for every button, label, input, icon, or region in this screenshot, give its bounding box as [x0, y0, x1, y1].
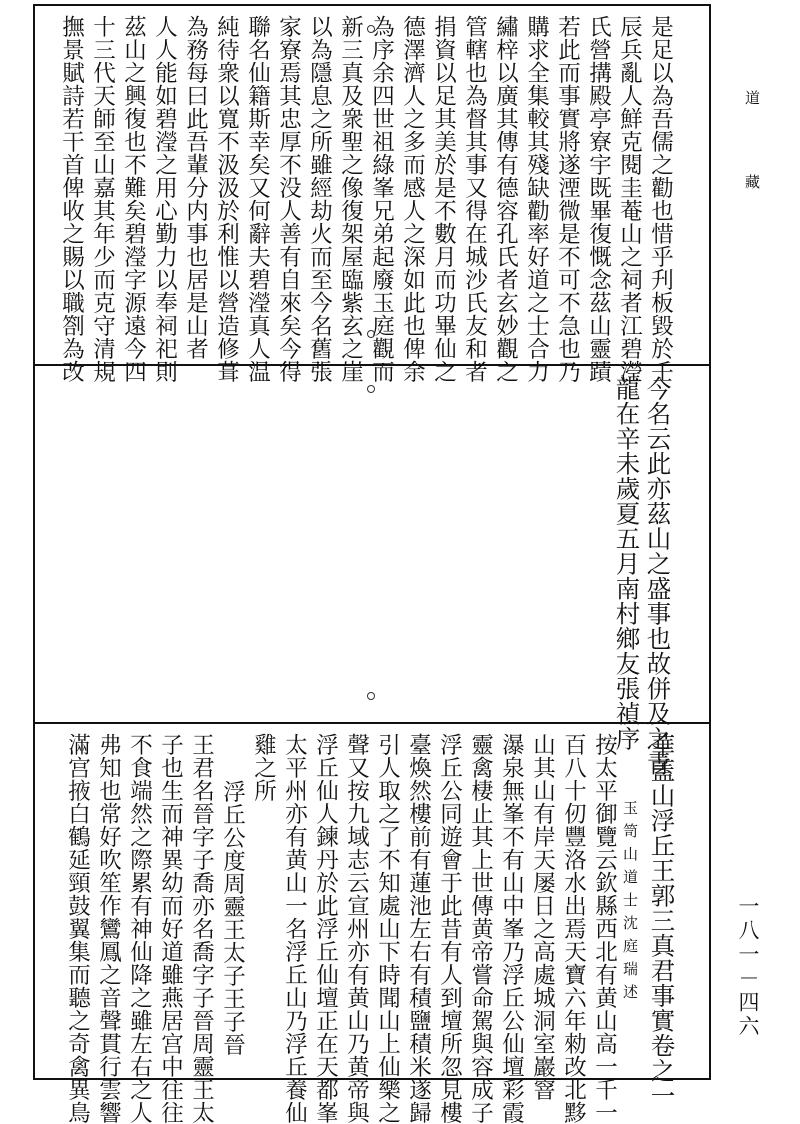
text-column: 引人取之了不知處山下時聞山上仙樂之: [374, 733, 401, 1124]
text-column: 撫景賦詩若干首俾收之賜以職劄為改: [58, 15, 85, 383]
text-column: 子也生而神異幼而好道雖燕居宫中往往: [157, 733, 184, 1124]
text-column: 聲又按九域志云宣州亦有黄山乃黄帝與: [343, 733, 370, 1124]
text-column: 太平州亦有黄山一名浮丘山乃浮丘養仙: [281, 733, 308, 1124]
text-column: 浮丘仙人鍊丹於此浮丘仙壇正在天都峯: [312, 733, 339, 1124]
section-subtitle: 浮丘公度周靈王太子王子晉: [219, 780, 246, 1056]
text-column: 王君名晉字子喬亦名喬字子晉周靈王太: [188, 733, 215, 1124]
text-column: 聯名仙籍斯幸矣又何辭夫碧瀅真人温: [244, 15, 271, 383]
text-column: 為務每曰此吾輩分内事也居是山者: [182, 15, 209, 360]
margin-page-number: 一八一－四六: [736, 895, 760, 1039]
margin-collection-name-b: 藏: [743, 174, 761, 189]
author-line: 玉笥山道士沈庭瑞述: [621, 800, 639, 1007]
text-column: 今名云此亦茲山之盛事也故併及之青: [643, 376, 673, 776]
text-column: 十三代天師至山嘉其年少而克守清規: [89, 15, 116, 383]
text-column: 繡梓以廣其傳有德容孔氏者玄妙觀之: [492, 15, 519, 383]
text-column: 浮丘公同遊會于此昔有人到壇所忽見樓: [436, 733, 463, 1124]
text-column: 滿宫掖白鶴延頸鼓翼集而聽之奇禽異鳥: [64, 733, 91, 1124]
text-column: 購求全集較其殘缺勸率好道之士合力: [523, 15, 550, 383]
text-column: 茲山之興復也不難矣碧瀅字源遠今四: [120, 15, 147, 383]
text-column: 百八十仞豐洛水出焉天寶六年勑改北黟: [560, 733, 587, 1124]
text-column: 山其山有岸天屡日之高處城洞室巖窨: [529, 733, 556, 1101]
text-column: 龍在辛未歲夏五月南村鄉友張禎序: [612, 376, 642, 751]
chapter-title: 華蓋山浮丘王郭三真君事實卷之一: [647, 733, 677, 1108]
text-column: 人人能如碧瀅之用心勤力以奉祠祀則: [151, 15, 178, 383]
text-column: 是足以為吾儒之勸也惜乎刋板毀於壬: [647, 15, 674, 383]
margin-collection-name-a: 道: [743, 90, 761, 105]
text-column: 若此而事實將遂湮微是不可不急也乃: [554, 15, 581, 383]
text-column: 不食端然之際累有神仙降之雖左右之人: [126, 733, 153, 1124]
text-column: 捐資以足其美於是不數月而功畢仙之: [430, 15, 457, 383]
text-column: 臺煥然樓前有蓮池左右有積鹽積米遂歸: [405, 733, 432, 1124]
text-column: 新三真及衆聖之像復架屋臨紫玄之崖: [337, 15, 364, 383]
text-column: 雞之所: [250, 733, 277, 802]
text-column: 弗知也常好吹笙作鸞鳳之音聲貫行雲響: [95, 733, 122, 1124]
text-column: 家寮焉其忠厚不没人善有自來矣今得: [275, 15, 302, 383]
text-column: 管轄也為督其事又得在城沙氏友和者: [461, 15, 488, 383]
section-divider-lower: [33, 722, 711, 724]
text-column: 辰兵亂人鮮克閱圭菴山之祠者江碧瀅: [616, 15, 643, 383]
text-column: 為序余四世祖綠峯兄弟起廢玉庭觀而: [368, 15, 395, 383]
page-mark-dot: [367, 692, 375, 700]
text-column: 按太平御覽云欽縣西北有黄山高一千一: [591, 733, 618, 1124]
text-column: 純待衆以寬不汲汲於利惟以營造修葺: [213, 15, 240, 383]
text-column: 氏營搆殿亭寮宇既畢復慨念茲山靈蹟: [585, 15, 612, 383]
text-column: 瀑泉無峯不有山中峯乃浮丘公仙壇彩霞: [498, 733, 525, 1124]
text-column: 靈禽棲止其上世傳黄帝嘗命駕與容成子: [467, 733, 494, 1124]
page-mark-dot: [367, 385, 375, 393]
text-column: 德澤濟人之多而感人之深如此也俾余: [399, 15, 426, 383]
text-column: 以為隱息之所雖經劫火而至今名舊張: [306, 15, 333, 383]
